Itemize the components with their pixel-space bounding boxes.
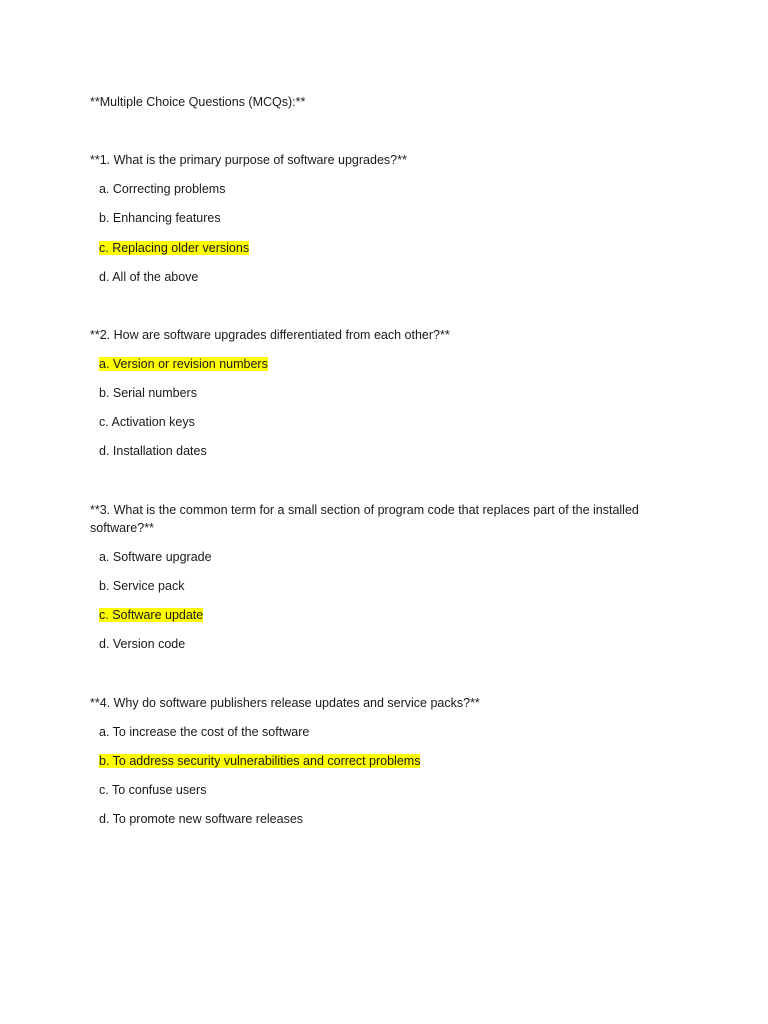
question-2-text: **2. How are software upgrades differentiated from each other?**: [90, 328, 450, 342]
option-label: b. Service pack: [99, 579, 185, 593]
question-1-option-a: [99, 180, 225, 198]
option-label: d. Version code: [99, 637, 186, 651]
highlighted-answer: c. Software update: [99, 608, 204, 622]
question-4-option-d: [99, 810, 303, 828]
question-2-option-b: [99, 384, 197, 402]
option-label: b. Serial numbers: [99, 386, 197, 400]
question-1-text: **1. What is the primary purpose of software upgrades?**: [90, 153, 407, 167]
question-2-option-c: [99, 413, 195, 431]
question-4-option-b: [99, 752, 420, 770]
question-1-option-c: [99, 239, 249, 257]
document-heading: **Multiple Choice Questions (MCQs):**: [90, 95, 306, 109]
question-4-text: **4. Why do software publishers release updates and service packs?**: [90, 696, 480, 710]
question-3-text: **3. What is the common term for a small section of program code that replaces part of the installed software?**: [90, 503, 639, 535]
option-label: a. Software upgrade: [99, 550, 212, 564]
question-4-option-a: [99, 723, 309, 741]
option-label: d. Installation dates: [99, 444, 207, 458]
option-label: c. Activation keys: [99, 415, 195, 429]
question-3-option-d: [99, 635, 185, 653]
option-label: a. Correcting problems: [99, 182, 226, 196]
highlighted-answer: b. To address security vulnerabilities and correct problems: [99, 754, 421, 768]
question-1-option-d: [99, 268, 198, 286]
option-label: c. To confuse users: [99, 783, 207, 797]
highlighted-answer: c. Replacing older versions: [99, 241, 250, 255]
highlighted-answer: a. Version or revision numbers: [99, 357, 268, 371]
question-2-option-d: [99, 442, 207, 460]
question-3-option-b: [99, 577, 184, 595]
option-label: b. Enhancing features: [99, 211, 221, 225]
question-4-option-c: [99, 781, 206, 799]
question-2-option-a: [99, 355, 268, 373]
question-1-option-b: [99, 209, 221, 227]
option-label: d. To promote new software releases: [99, 812, 304, 826]
option-label: d. All of the above: [99, 270, 199, 284]
option-label: a. To increase the cost of the software: [99, 725, 310, 739]
question-3-option-a: [99, 548, 212, 566]
question-3-option-c: [99, 606, 203, 624]
